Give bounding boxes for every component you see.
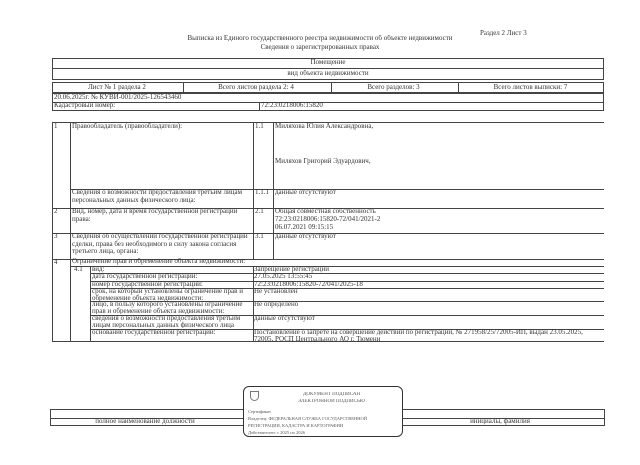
row-4-sub: 4.1 <box>74 266 83 273</box>
row-2-label: Вид, номер, дата и время государственной регистрации права: <box>72 208 238 223</box>
row-3-label: Сведения об осуществлении государственной регистрации сделки, права без необходимого в силу закона согласия третьего лица, органа: <box>72 233 248 255</box>
registration-date-value: 27.05.2025 13:55:45 <box>254 273 313 280</box>
term-value: Не установлен <box>254 288 298 295</box>
beneficiary-value: Не определено <box>254 301 299 308</box>
row-111-sub: 1.1.1 <box>255 189 269 196</box>
document-subtitle: Сведения о зарегистрированных правах <box>260 44 380 51</box>
right-type: Общая совместная собственность <box>275 208 376 215</box>
row-111-value: данные отсутствуют <box>275 189 336 196</box>
object-type-caption: вид объекта недвижимости <box>287 70 369 77</box>
registration-basis-label: основание государственной регистрации: <box>92 329 216 336</box>
row-3-value: данные отсутствуют <box>275 233 336 240</box>
row-3-number: 3 <box>54 233 58 240</box>
registration-date-label: дата государственной регистрации: <box>92 273 198 280</box>
owner-2: Миляхов Григорий Эдуардович, <box>275 158 371 165</box>
row-3-sub: 3.1 <box>255 233 264 240</box>
row-2-sub: 2.1 <box>255 208 264 215</box>
row-4-number: 4 <box>54 259 58 266</box>
personal-data-label: сведения о возможности предоставления третьим лицам персональных данных физического лица <box>92 315 241 328</box>
row-4-label: Ограничение прав и обременение объекта недвижимости: <box>72 258 246 265</box>
stamp-line-4: Владелец: ФЕДЕРАЛЬНАЯ СЛУЖБА ГОСУДАРСТВЕННОЙ <box>248 416 368 421</box>
extract-sheets-total: Всего листов выписки: 7 <box>493 84 568 91</box>
emblem-icon <box>250 391 259 401</box>
row-1-label: Правообладатель (правообладатели): <box>72 123 183 130</box>
sheet-number: Лист № 1 раздела 2 <box>88 84 146 91</box>
stamp-line-3: Сертификат <box>248 409 271 414</box>
row-111-label: Сведения о возможности предоставления третьим лицам персональных данных физического лица: <box>72 189 243 204</box>
sections-total: Всего разделов: 3 <box>367 84 420 91</box>
section-sheet: Раздел 2 Лист 3 <box>480 30 527 37</box>
object-type: Помещение <box>310 59 346 66</box>
term-label: срок, на который установлены ограничение прав и обременение объекта недвижимости: <box>92 288 243 301</box>
beneficiary-label: лицо, в пользу которого установлены ограничение прав и обременение объекта недвижимости: <box>92 301 243 314</box>
row-1-number: 1 <box>54 123 58 130</box>
personal-data-value: данные отсутствуют <box>254 315 315 322</box>
encumbrance-type-value: Запрещение регистрации <box>254 266 330 273</box>
document-title: Выписка из Единого государственного реестра недвижимости об объекте недвижимости <box>187 35 453 42</box>
cadastral-number: 72:23:0218006:15820 <box>261 102 323 109</box>
registration-number-value: 72:23:0218006:15820-72/041/2025-18 <box>254 281 363 288</box>
electronic-signature-stamp <box>243 386 403 437</box>
section-sheets-total: Всего листов раздела 2: 4 <box>218 84 294 91</box>
registration-number-label: номер государственной регистрации: <box>92 281 203 288</box>
row-1-sub: 1.1 <box>255 123 264 130</box>
doc-ref: 20.06.2025г. № КУВИ-001/2025-126543460 <box>54 94 182 101</box>
owner-1: Миляхова Юлия Александровна, <box>275 123 374 130</box>
name-caption: инициалы, фамилия <box>470 418 530 425</box>
row-2-number: 2 <box>54 208 58 215</box>
stamp-line-5: РЕГИСТРАЦИИ, КАДАСТРА И КАРТОГРАФИИ <box>248 423 344 428</box>
stamp-line-1: ДОКУМЕНТ ПОДПИСАН <box>302 392 361 397</box>
stamp-line-2: ЭЛЕКТРОННОЙ ПОДПИСЬЮ <box>298 399 365 404</box>
encumbrance-type-label: вид: <box>92 266 105 273</box>
cadastral-label: Кадастровый номер: <box>54 102 116 109</box>
stamp-line-6: Действителен: с 2025 по 2026 <box>248 430 306 435</box>
position-caption: полное наименование должности <box>95 418 195 425</box>
right-number: 72:23:0218006:15820-72/041/2021-2 <box>275 216 381 223</box>
right-date: 06.07.2021 09:15:15 <box>275 224 334 231</box>
registration-basis-value: Постановление о запрете на совершение действий по регистрации, № 271958/25/72005-ИП, выдан 23.05.2025, 72005, РОСП Центрального АО г. Тюмени <box>254 329 583 342</box>
